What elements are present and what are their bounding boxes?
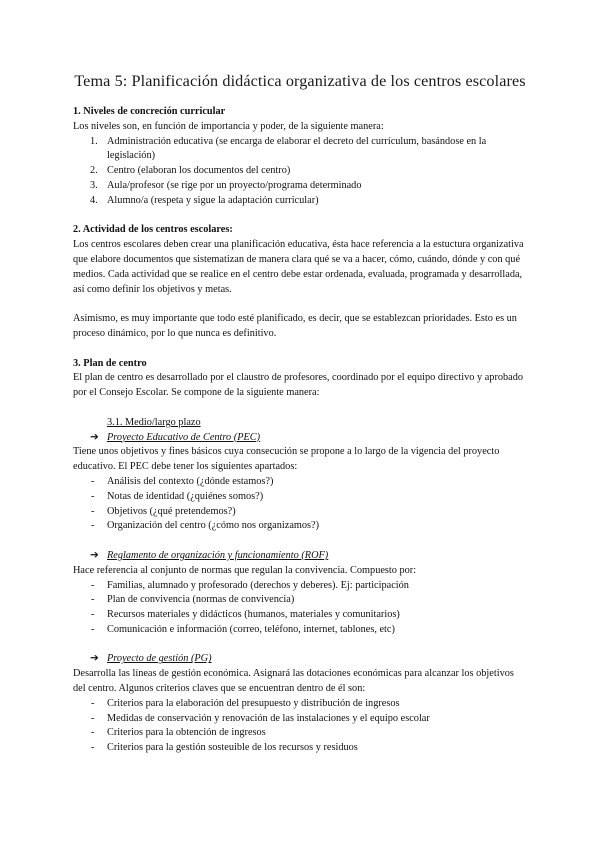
list-number: 3. [90,179,98,191]
list-item [73,726,528,741]
pec-description: Tiene unos objetivos y fines básicos cuya consecución se propone a lo largo de la vigencia del proyecto educativo. El PEC debe tener los siguientes apartados: [73,446,500,473]
arrow-icon: ➔ [90,431,99,443]
document-body [73,105,528,756]
list-item [73,712,528,727]
pg-heading [73,652,528,667]
dash-bullet: - [91,594,95,606]
subsection-heading: 3.1. Medio/largo plazo [107,416,201,428]
list-item-text: Familias, alumnado y profesorado (derechos y deberes). Ej: participación [107,579,409,591]
list-item [73,741,528,756]
list-item-text: Criterios para la elaboración del presupuesto y distribución de ingresos [107,697,400,709]
arrow-icon: ➔ [90,549,99,561]
dash-bullet: - [91,623,95,635]
list-item [73,608,528,623]
list-item-text: Aula/profesor (se rige por un proyecto/programa determinado [107,179,362,191]
list-item [73,475,528,490]
dash-bullet: - [91,505,95,517]
dash-bullet: - [91,475,95,487]
levels-list [73,135,528,209]
dash-bullet: - [91,727,95,739]
list-item [73,164,528,179]
list-item-text: Análisis del contexto (¿dónde estamos?) [107,475,274,487]
list-item-text: Comunicación e información (correo, teléfono, internet, tablones, etc) [107,623,395,635]
section-2-heading: 2. Actividad de los centros escolares: [73,224,233,236]
document-title: Tema 5: Planificación didáctica organizativa de los centros escolares [74,72,526,90]
list-item [73,505,528,520]
list-item [73,593,528,608]
list-item-text: Criterios para la gestión sosteuible de los recursos y residuos [107,742,358,754]
rof-description: Hace referencia al conjunto de normas que regulan la convivencia. Compuesto por: [73,564,417,576]
list-item [73,135,528,165]
list-item-text: Plan de convivencia (normas de convivencia) [107,594,295,606]
arrow-icon: ➔ [90,653,99,665]
list-item-text: Administración educativa (se encarga de elaborar el decreto del currículum, basándose en la legislación) [107,135,487,162]
section-3-intro: El plan de centro es desarrollado por el claustro de profesores, coordinado por el equipo directivo y aprobado por el Consejo Escolar. Se compone de la siguiente manera: [73,372,524,399]
pg-description: Desarrolla las líneas de gestión económica. Asignará las dotaciones económicas para alcanzar los objetivos del centro. Algunos criterios claves que se encuentran dentro de él son: [73,668,514,695]
list-item-text: Centro (elaboran los documentos del centro) [107,165,291,177]
section-2-paragraph-1: Los centros escolares deben crear una planificación educativa, ésta hace referencia a la estuctura organizativa que elabore documentos que sistematizan de manera clara qué se va a hacer, cómo, cuándo, dónde y con qué medios. Cada actividad que se realice en el centro debe estar ordenada, evaluada, programada y desarrollada, así como definir los objetivos y metas. [73,239,524,295]
list-item-text: Notas de identidad (¿quiénes somos?) [107,490,264,502]
rof-list [73,579,528,638]
list-item [73,194,528,209]
rof-heading [73,549,528,564]
list-item-text: Organización del centro (¿cómo nos organizamos?) [107,520,320,532]
dash-bullet: - [91,697,95,709]
section-3-heading: 3. Plan de centro [73,357,147,369]
pg-list [73,697,528,756]
list-item [73,179,528,194]
pec-list [73,475,528,534]
pg-label: Proyecto de gestión (PG) [107,653,212,665]
dash-bullet: - [91,712,95,724]
list-item-text: Recursos materiales y didácticos (humanos, materiales y comunitarios) [107,609,400,621]
rof-label: Reglamento de organización y funcionamiento (ROF) [107,549,329,561]
list-item-text: Medidas de conservación y renovación de las instalaciones y el equipo escolar [107,712,430,724]
section-2-paragraph-2: Asimismo, es muy importante que todo esté planificado, es decir, que se establezcan prioridades. Esto es un proceso dinámico, por lo que nunca es definitivo. [73,313,517,339]
section-1-heading: 1. Niveles de concreción curricular [73,106,226,117]
list-item [73,623,528,638]
dash-bullet: - [91,579,95,591]
dash-bullet: - [91,490,95,502]
list-number: 1. [90,135,98,147]
list-number: 4. [90,194,98,206]
list-number: 2. [90,165,98,177]
dash-bullet: - [91,609,95,621]
list-item-text: Alumno/a (respeta y sigue la adaptación curricular) [107,194,319,206]
list-item [73,519,528,534]
dash-bullet: - [91,520,95,532]
list-item [73,579,528,594]
pec-label: Proyecto Educativo de Centro (PEC) [107,431,261,443]
pec-heading [73,431,528,446]
dash-bullet: - [91,742,95,754]
list-item [73,697,528,712]
list-item-text: Criterios para la obtención de ingresos [107,727,266,739]
section-1-intro: Los niveles son, en función de importancia y poder, de la siguiente manera: [73,120,384,132]
list-item [73,490,528,505]
list-item-text: Objetivos (¿qué pretendemos?) [107,505,236,517]
